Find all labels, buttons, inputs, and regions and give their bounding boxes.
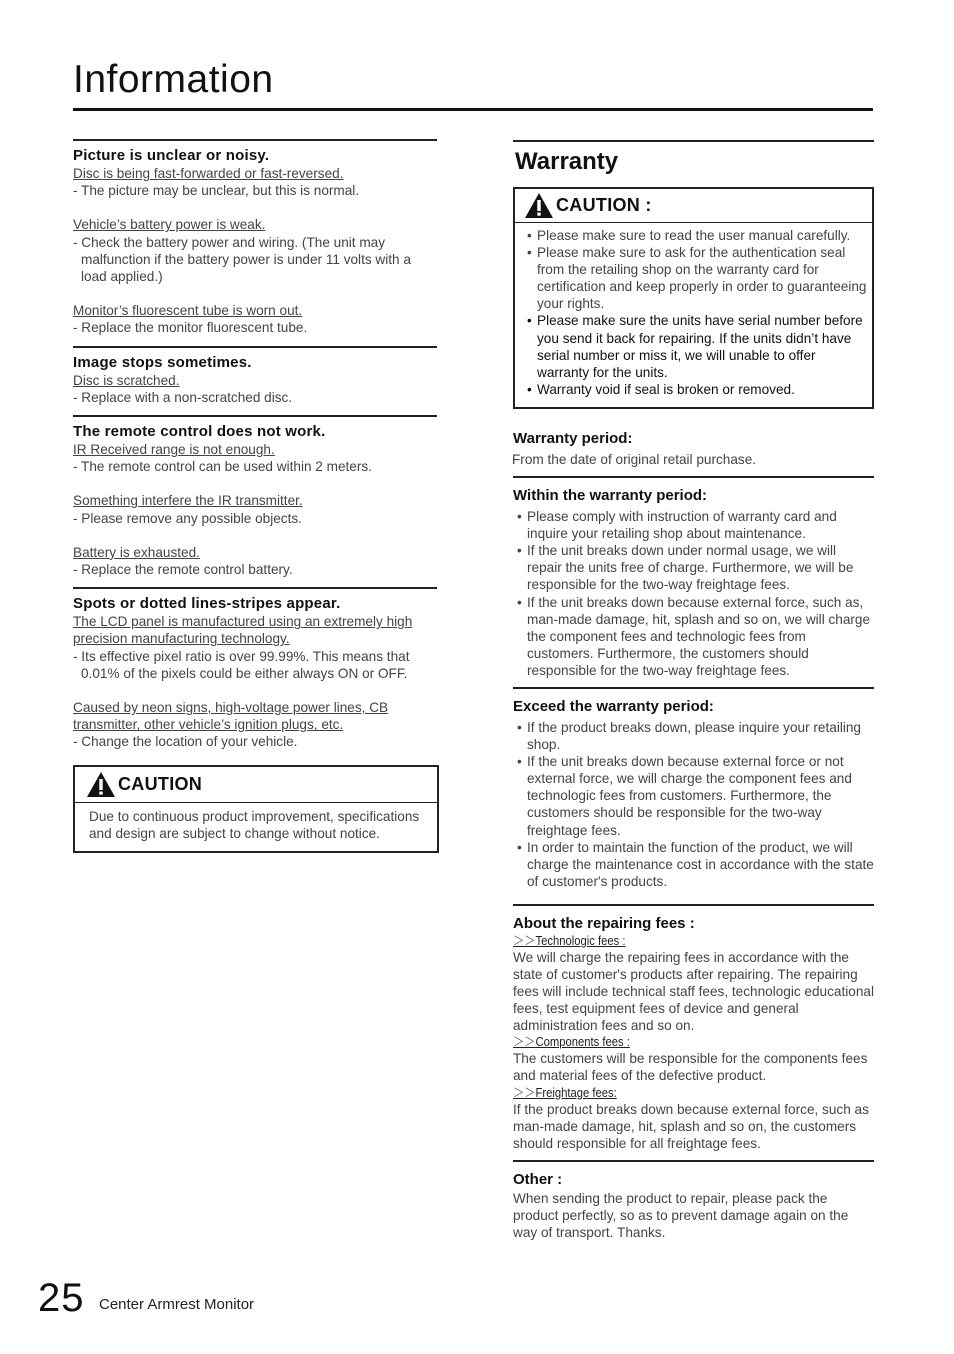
caution-text: Due to continuous product improvement, specifications and design are subject to change without notice. — [89, 808, 420, 841]
cause-text: Battery is exhausted. — [73, 544, 200, 560]
cause-text: Something interfere the IR transmitter. — [73, 493, 303, 509]
cause-text: The LCD panel is manufactured using an extremely high precision manufacturing technology. — [73, 614, 413, 647]
section-repairing-fees — [513, 904, 874, 1152]
list-item: • Please make sure the units have serial number before you send it back for repairing. If the units didn’t have serial number or miss it, we will unable to offer warranty for the units. — [527, 312, 868, 380]
list-item: • In order to maintain the function of the product, we will charge the maintenance cost in accordance with the state of customer's products. — [517, 839, 874, 890]
caution-list — [515, 223, 872, 407]
list-item: • If the product breaks down, please inquire your retailing shop. — [517, 719, 874, 753]
other-text: When sending the product to repair, please pack the product perfectly, so as to prevent damage again on the way of transport. Thanks. — [513, 1190, 849, 1241]
caution-box — [73, 765, 439, 853]
caution-label: CAUTION — [118, 773, 203, 794]
technologic-fees-label: ＞＞Technologic fees : — [513, 933, 626, 948]
list-item: • Warranty void if seal is broken or removed. — [527, 381, 868, 398]
cause-text: IR Received range is not enough. — [73, 442, 275, 458]
footer-text: Center Armrest Monitor — [99, 1296, 255, 1313]
section-other — [513, 1160, 874, 1241]
cause-text: Monitor’s fluorescent tube is worn out. — [73, 303, 303, 319]
remedy-text: - Replace with a non-scratched disc. — [73, 389, 293, 405]
warning-icon — [524, 192, 554, 219]
section-heading: Picture is unclear or noisy. — [73, 147, 270, 164]
caution-label: CAUTION : — [556, 195, 652, 215]
page-number: 25 — [38, 1276, 85, 1320]
period-text: From the date of original retail purchase. — [512, 451, 757, 467]
list-item: • If the unit breaks down under normal usage, we will repair the units free of charge. Furthermore, we will be responsible for the two-way freightage fees. — [517, 542, 874, 593]
section-spots-lines — [73, 587, 437, 750]
title-rule — [73, 108, 873, 111]
section-picture-unclear — [73, 139, 437, 337]
section-heading: The remote control does not work. — [73, 423, 326, 441]
section-heading: Warranty period: — [513, 429, 633, 447]
within-list — [513, 508, 874, 679]
remedy-text: - Its effective pixel ratio is over 99.99%. This means that 0.01% of the pixels could be either always ON or OFF. — [73, 648, 410, 681]
components-fees-label: ＞＞Components fees : — [513, 1035, 630, 1050]
caution-header — [515, 189, 872, 223]
section-heading: About the repairing fees : — [513, 914, 695, 932]
cause-text: Caused by neon signs, high-voltage power lines, CB transmitter, other vehicle’s ignition plugs, etc. — [73, 700, 389, 733]
section-warranty-period — [513, 430, 874, 468]
freightage-fees-label: ＞＞Freightage fees: — [513, 1085, 617, 1100]
warranty-caution-box — [513, 187, 874, 409]
remedy-text: - The remote control can be used within 2 meters. — [73, 459, 372, 475]
list-item: • Please make sure to read the user manual carefully. — [527, 227, 868, 244]
caution-header — [75, 767, 437, 803]
troubleshooting-column — [73, 139, 437, 853]
remedy-text: - The picture may be unclear, but this is normal. — [73, 183, 360, 199]
cause-text: Disc is scratched. — [73, 372, 180, 388]
warranty-column — [513, 140, 874, 1249]
section-heading: Spots or dotted lines-stripes appear. — [73, 595, 341, 613]
freightage-fees-text: If the product breaks down because external force, such as man-made damage, hit, splash and so on, the customers should responsible for all freightage fees. — [513, 1101, 869, 1151]
section-heading: Within the warranty period: — [513, 487, 708, 505]
list-item: • If the unit breaks down because external force or not external force, we will charge the component fees and technologic fees from customers. Furthermore, the customers should be responsible for the two-way freightage fees. — [517, 753, 874, 838]
technologic-fees-text: We will charge the repairing fees in accordance with the state of customer's products after repairing. The repairing fees will include technical staff fees, technologic educational fees, test equipment fees of device and general administration fees and so on. — [513, 949, 874, 1034]
section-heading: Other : — [513, 1170, 563, 1188]
remedy-text: - Replace the remote control battery. — [73, 562, 293, 578]
list-item: • Please comply with instruction of warranty card and inquire your retailing shop about maintenance. — [517, 508, 874, 542]
exceed-list — [513, 719, 874, 890]
section-within-warranty — [513, 476, 874, 679]
section-remote-control — [73, 415, 437, 578]
section-heading: Exceed the warranty period: — [513, 697, 714, 715]
remedy-text: - Please remove any possible objects. — [73, 510, 302, 526]
remedy-text: - Replace the monitor fluorescent tube. — [73, 320, 308, 336]
section-exceed-warranty — [513, 687, 874, 890]
cause-text: Vehicle’s battery power is weak. — [73, 217, 266, 233]
remedy-text: - Change the location of your vehicle. — [73, 734, 298, 750]
components-fees-text: The customers will be responsible for the components fees and material fees of the defective product. — [513, 1051, 868, 1084]
section-heading: Image stops sometimes. — [73, 353, 252, 371]
remedy-text: - Check the battery power and wiring. (The unit may malfunction if the battery power is under 11 volts with a load applied.) — [73, 234, 411, 285]
warranty-title: Warranty — [513, 140, 874, 177]
warning-icon — [86, 771, 116, 798]
list-item: • Please make sure to ask for the authentication seal from the retailing shop on the warranty card for certification and keep properly in order to guaranteeing your rights. — [527, 244, 868, 312]
cause-text: Disc is being fast-forwarded or fast-reversed. — [73, 166, 344, 181]
list-item: • If the unit breaks down because external force, such as, man-made damage, hit, splash and so on, we will charge the component fees and technologic fees from customers. Furthermore, the customers should responsible for the two-way freightage fees. — [517, 594, 874, 679]
section-image-stops — [73, 346, 437, 406]
page-title: Information — [73, 58, 274, 101]
